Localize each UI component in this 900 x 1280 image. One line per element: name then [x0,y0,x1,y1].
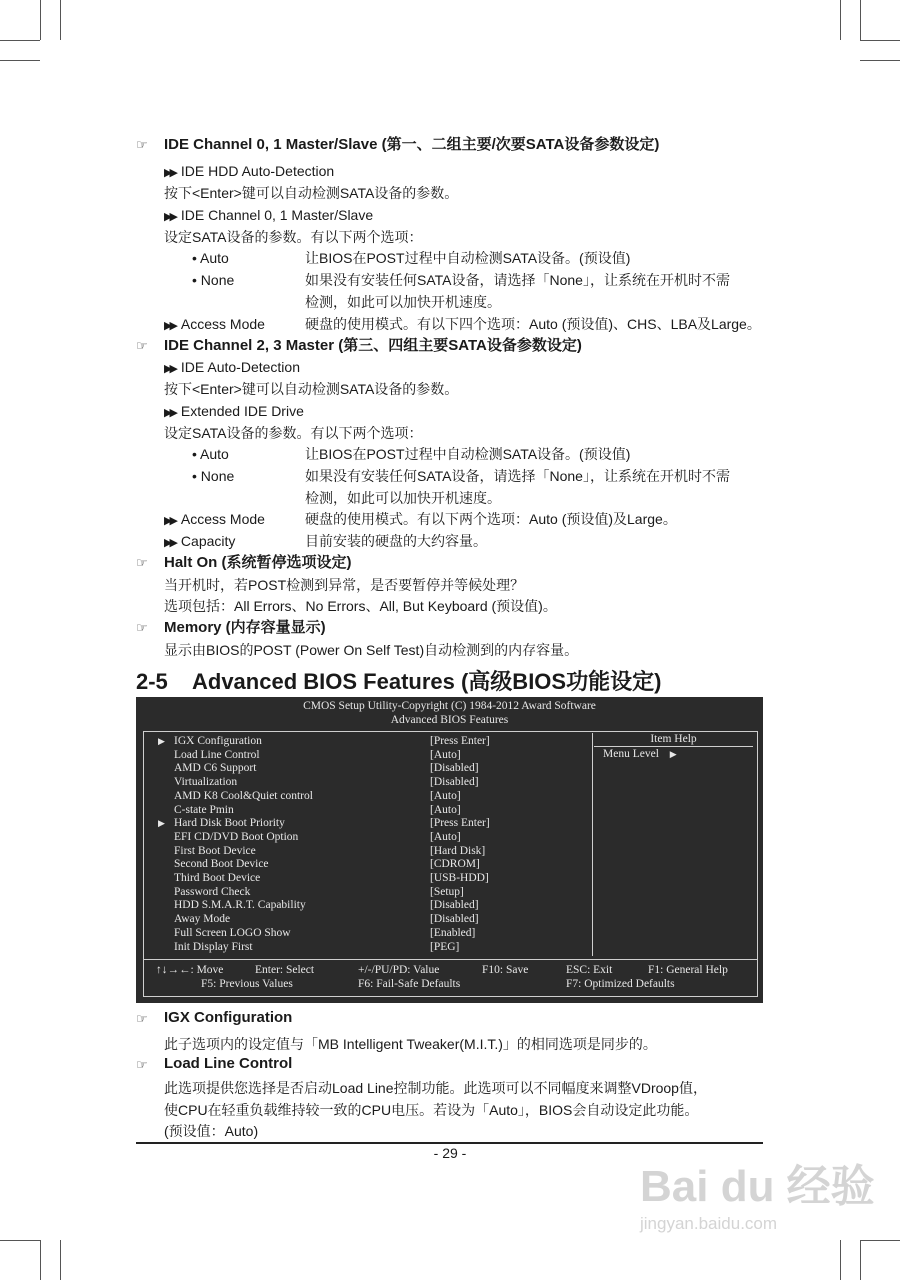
item-access-mode: ▶▶ Access Mode [164,511,265,527]
bios-screenshot [136,697,763,1003]
item-auto-detect-desc: 按下<Enter>键可以自动检测SATA设备的参数。 [164,185,459,201]
option-auto-desc: 让BIOS在POST过程中自动检测SATA设备。(预设值) [305,446,631,462]
submenu-arrow-icon: ▶ [158,736,165,746]
crop-mark [40,1240,41,1280]
bios-item-value[interactable]: [Enabled] [430,926,476,939]
option-none-desc: 如果没有安装任何SATA设备，请选择「None」，让系统在开机时不需 [305,468,730,484]
bios-item-label[interactable]: Away Mode [174,913,231,926]
pointing-hand-icon: ☞ [136,1057,148,1072]
option-none-desc-cont: 检测，如此可以加快开机速度。 [305,490,501,506]
crop-mark [860,0,861,40]
bios-item-label[interactable]: Load Line Control [174,748,260,761]
item-extended-ide-desc: 设定SATA设备的参数。有以下两个选项： [164,425,423,441]
pointing-hand-icon: ☞ [136,137,148,152]
item-access-mode: ▶▶ Access Mode [164,316,265,332]
crop-mark [840,1240,841,1280]
option-none-desc: 如果没有安装任何SATA设备，请选择「None」，让系统在开机时不需 [305,272,730,288]
bios-item-value[interactable]: [CDROM] [430,858,480,871]
double-arrow-icon: ▶▶ [164,167,175,179]
bios-item-value[interactable]: [Press Enter] [430,817,490,830]
option-auto: • Auto [192,446,229,462]
double-arrow-icon: ▶▶ [164,363,175,375]
crop-mark [60,1240,61,1280]
bios-item-label[interactable]: Hard Disk Boot Priority [174,817,285,830]
bios-item-label[interactable]: Virtualization [174,776,238,789]
memory-desc: 显示由BIOS的POST (Power On Self Test)自动检测到的内存容量。 [164,642,579,658]
llc-default: (预设值：Auto) [164,1123,259,1139]
section-heading-ide23: IDE Channel 2, 3 Master (第三、四组主要SATA设备参数设定) [164,337,582,354]
menu-level: Menu Level ▶ [603,748,677,760]
igx-desc: 此子选项内的设定值与「MB Intelligent Tweaker(M.I.T.)」的相同选项是同步的。 [164,1036,657,1052]
key-save: F10: Save [482,964,529,976]
bios-item-value[interactable]: [Disabled] [430,762,479,775]
section-title-text: Advanced BIOS Features (高级BIOS功能设定) [192,669,662,694]
pointing-hand-icon: ☞ [136,1011,148,1026]
bios-item-value[interactable]: [Hard Disk] [430,844,486,857]
llc-desc: 此选项提供您选择是否启动Load Line控制功能。此选项可以不同幅度来调整VDroop值， [164,1080,707,1096]
bios-item-label[interactable]: Full Screen LOGO Show [174,926,291,939]
submenu-arrow-icon: ▶ [158,818,165,829]
crop-mark [860,60,900,61]
bios-item-label[interactable]: Init Display First [174,940,253,953]
key-help: F1: General Help [648,964,728,976]
item-auto-detect-desc: 按下<Enter>键可以自动检测SATA设备的参数。 [164,381,459,397]
crop-mark [860,40,900,41]
item-capacity: ▶▶ Capacity [164,533,236,549]
bios-title: CMOS Setup Utility-Copyright (C) 1984-2012 Award Software [303,700,596,712]
pointing-hand-icon: ☞ [136,338,148,353]
key-optimized: F7: Optimized Defaults [566,978,675,990]
key-exit: ESC: Exit [566,964,613,976]
key-value: +/-/PU/PD: Value [358,964,440,976]
bios-item-value[interactable]: [Press Enter] [430,735,490,747]
footer-rule [136,1142,763,1144]
double-arrow-icon: ▶▶ [164,537,175,549]
llc-desc-cont: 使CPU在轻重负载维持较一致的CPU电压。若设为「Auto」，BIOS会自动设定此功能。 [164,1102,699,1118]
option-auto: • Auto [192,250,229,266]
bios-item-value[interactable]: [PEG] [430,940,460,953]
pointing-hand-icon: ☞ [136,555,148,570]
section-heading-halt: Halt On (系统暂停选项设定) [164,554,352,571]
option-none: • None [192,272,235,288]
bios-item-label[interactable]: IGX Configuration [174,735,262,747]
crop-mark [860,1240,861,1280]
item-capacity-desc: 目前安装的硬盘的大约容量。 [305,533,487,549]
bios-item-value[interactable]: [Auto] [430,830,461,843]
halt-options: 选项包括：All Errors、No Errors、All, But Keyboard (预设值)。 [164,598,557,614]
bios-item-label[interactable]: Second Boot Device [174,858,269,871]
menu-level-arrow-icon: ▶ [669,749,677,759]
section-title-advanced [136,668,661,696]
bios-item-value[interactable]: [Disabled] [430,776,479,789]
halt-desc: 当开机时，若POST检测到异常，是否要暂停并等候处理？ [164,577,525,593]
bios-item-value[interactable]: [Auto] [430,748,461,761]
bios-item-value[interactable]: [Setup] [430,885,464,898]
watermark-url: jingyan.baidu.com [640,1214,778,1233]
bios-item-label[interactable]: AMD C6 Support [174,762,257,775]
bios-item-label[interactable]: First Boot Device [174,844,256,857]
item-help-title: Item Help [594,733,753,747]
section-number: 2-5 [136,669,168,694]
item-extended-ide: ▶▶ Extended IDE Drive [164,403,304,419]
key-failsafe: F6: Fail-Safe Defaults [358,978,461,990]
section-heading-llc: Load Line Control [164,1055,293,1072]
bios-help-frame [592,733,754,956]
double-arrow-icon: ▶▶ [164,211,175,223]
bios-item-value[interactable]: [Auto] [430,803,461,816]
pointing-hand-icon: ☞ [136,620,148,635]
bios-item-label[interactable]: HDD S.M.A.R.T. Capability [174,899,306,912]
crop-mark [860,1240,900,1241]
crop-mark [0,40,40,41]
bios-item-value[interactable]: [USB-HDD] [430,872,489,884]
bios-item-value[interactable]: [Auto] [430,789,461,802]
crop-mark [0,60,40,61]
double-arrow-icon: ▶▶ [164,320,175,332]
item-auto-detect: ▶▶ IDE Auto-Detection [164,359,300,375]
section-heading-igx: IGX Configuration [164,1009,293,1026]
crop-mark [40,0,41,40]
bios-item-value[interactable]: [Disabled] [430,899,479,912]
bios-item-label[interactable]: AMD K8 Cool&Quiet control [174,789,313,802]
item-channel: ▶▶ IDE Channel 0, 1 Master/Slave [164,207,374,223]
item-access-mode-desc: 硬盘的使用模式。有以下两个选项：Auto (预设值)及Large。 [305,511,677,527]
crop-mark [0,1240,40,1241]
section-heading-memory: Memory (内存容量显示) [164,619,326,636]
double-arrow-icon: ▶▶ [164,515,175,527]
double-arrow-icon: ▶▶ [164,407,175,419]
option-auto-desc: 让BIOS在POST过程中自动检测SATA设备。(预设值) [305,250,631,266]
bios-item-label[interactable]: C-state Pmin [174,803,234,816]
bios-item-label[interactable]: Password Check [174,885,251,898]
page-number: - 29 - [433,1145,467,1161]
section-heading-ide01: IDE Channel 0, 1 Master/Slave (第一、二组主要/次要SATA设备参数设定) [164,136,660,153]
bios-item-value[interactable]: [Disabled] [430,913,479,926]
crop-mark [60,0,61,40]
option-none: • None [192,468,235,484]
bios-item-label[interactable]: Third Boot Device [174,872,261,884]
crop-mark [840,0,841,40]
bios-subtitle: Advanced BIOS Features [390,714,509,726]
option-none-desc-cont: 检测，如此可以加快开机速度。 [305,294,501,310]
bios-item-label[interactable]: EFI CD/DVD Boot Option [174,830,299,843]
item-channel-desc: 设定SATA设备的参数。有以下两个选项： [164,229,423,245]
item-auto-detect: ▶▶ IDE HDD Auto-Detection [164,163,335,179]
key-select: Enter: Select [255,964,315,976]
item-access-mode-desc: 硬盘的使用模式。有以下四个选项：Auto (预设值)、CHS、LBA及Large。 [305,316,761,332]
key-move: ↑↓→←: Move [156,964,224,976]
key-previous: F5: Previous Values [201,978,293,990]
watermark-logo: Bai du 经验 [640,1162,875,1211]
